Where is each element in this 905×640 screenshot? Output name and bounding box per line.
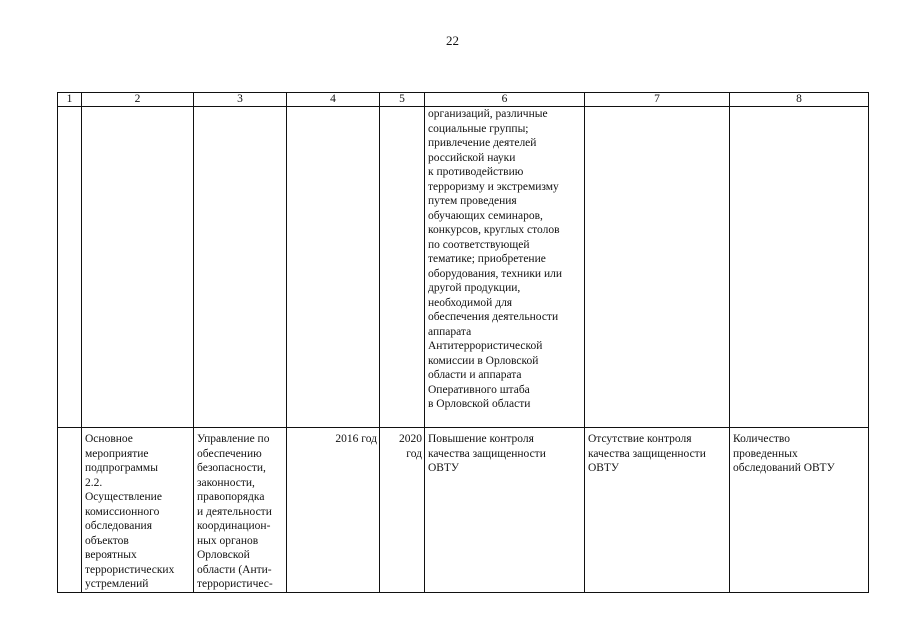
column-header-5: 5 xyxy=(380,93,425,107)
table-cell xyxy=(82,107,194,428)
column-header-3: 3 xyxy=(194,93,287,107)
table-cell xyxy=(58,428,82,593)
column-header-6: 6 xyxy=(425,93,585,107)
table-cell xyxy=(58,107,82,428)
table-cell xyxy=(194,107,287,428)
column-header-4: 4 xyxy=(287,93,380,107)
column-header-8: 8 xyxy=(730,93,869,107)
table-cell xyxy=(380,107,425,428)
start-year-cell: 2016 год xyxy=(287,428,380,593)
header-row xyxy=(58,93,869,107)
column-header-2: 2 xyxy=(82,93,194,107)
page-number: 22 xyxy=(446,33,459,48)
table-cell xyxy=(585,107,730,428)
activity-description-cell: организаций, различные социальные группы; привлечение деятелей российской науки к противодействию терроризму и экстремизму путем проведения обучающих семинаров, конкурсов, круглых столов по соответствующей тематике; приобретение оборудования, техники или другой продукции, необходимой для обеспечения деятельности аппарата Антитеррористической комиссии в Орловской области и аппарата Оперативного штаба в Орловской области xyxy=(425,107,585,428)
column-header-1: 1 xyxy=(58,93,82,107)
indicator-cell: Количество проведенных обследований ОВТУ xyxy=(730,428,869,593)
consequences-cell: Отсутствие контроля качества защищенности ОВТУ xyxy=(585,428,730,593)
table-row xyxy=(58,107,869,428)
table-cell xyxy=(730,107,869,428)
table-row xyxy=(58,428,869,593)
column-header-7: 7 xyxy=(585,93,730,107)
program-table xyxy=(57,92,869,593)
main-activity-cell: Основное мероприятие подпрограммы 2.2. Осуществление комиссионного обследования объектов вероятных террористических устремлений xyxy=(82,428,194,593)
end-year-cell: 2020 год xyxy=(380,428,425,593)
expected-result-cell: Повышение контроля качества защищенности ОВТУ xyxy=(425,428,585,593)
responsible-executor-cell: Управление по обеспечению безопасности, законности, правопорядка и деятельности координацион- ных органов Орловской области (Анти- террористичес- xyxy=(194,428,287,593)
table-cell xyxy=(287,107,380,428)
